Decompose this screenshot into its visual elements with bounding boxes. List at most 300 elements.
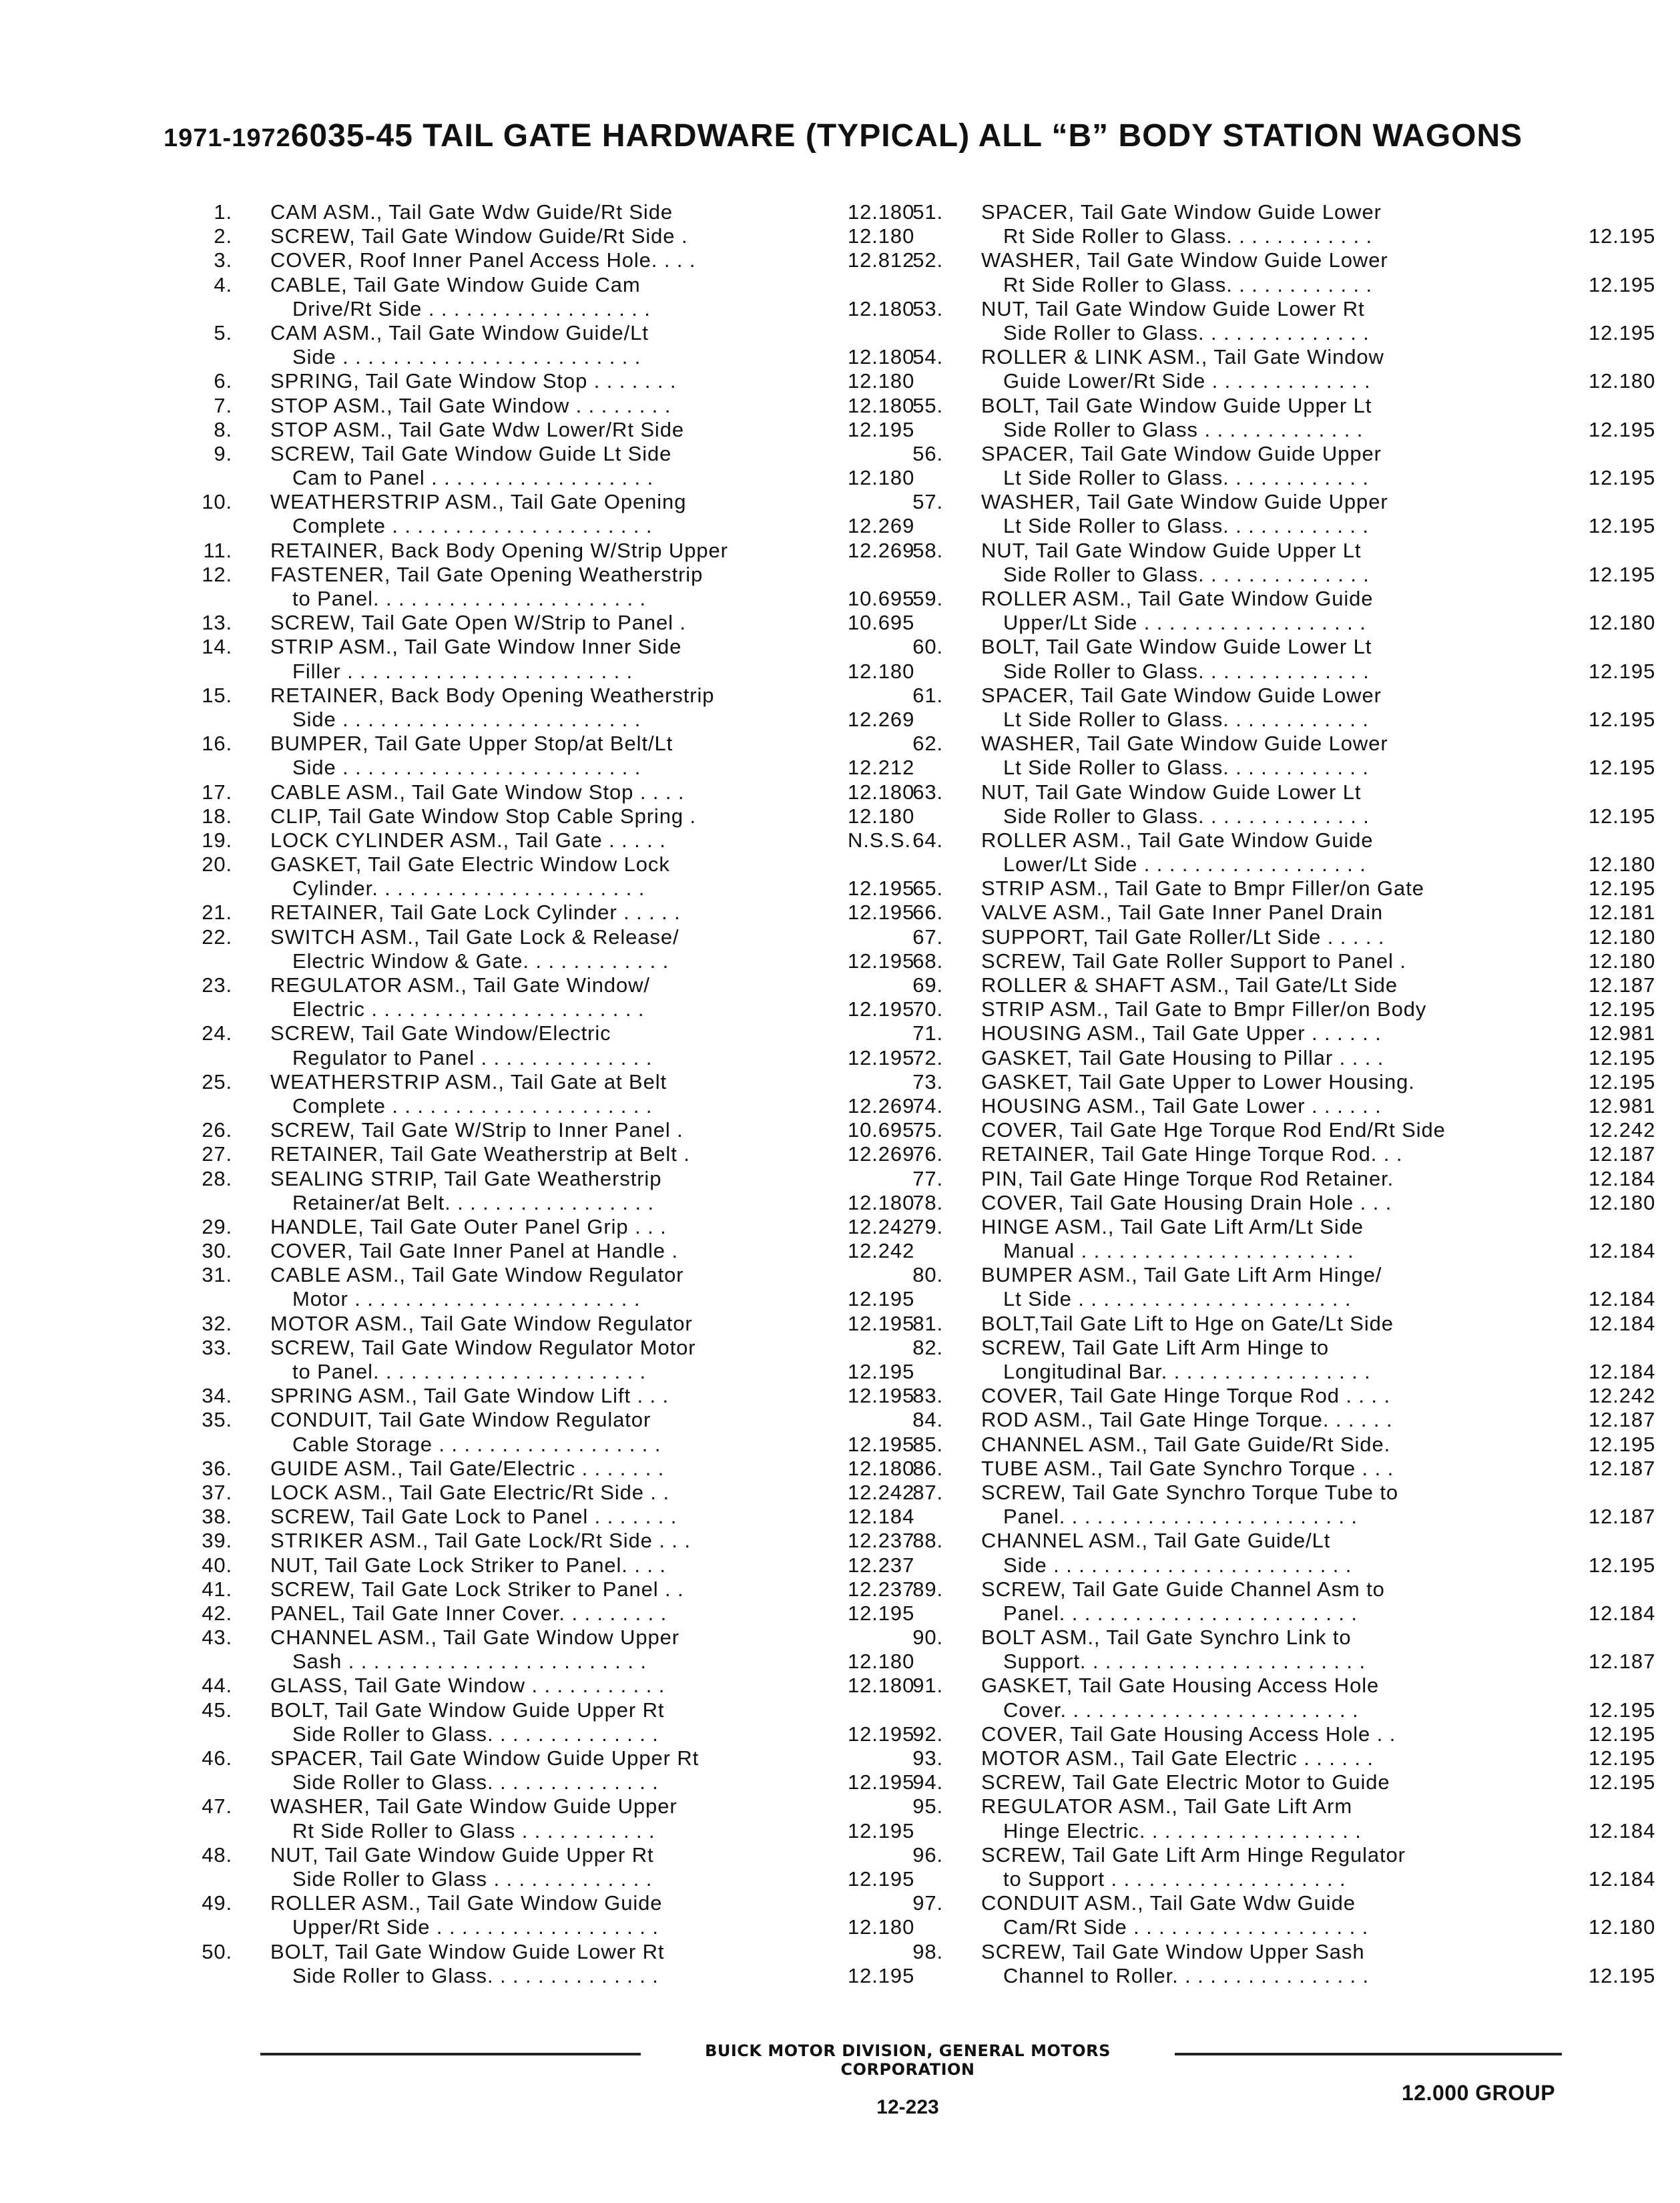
group-number: 12.195: [848, 1818, 915, 1843]
item-number: 2.: [214, 224, 232, 248]
group-number: 12.184: [1589, 1360, 1656, 1383]
item-number: 89.: [912, 1577, 943, 1601]
parts-list-line: [891, 1843, 1559, 1867]
parts-list-line: [891, 877, 1656, 901]
parts-list-line: [891, 804, 1656, 828]
parts-list-line: [891, 925, 1656, 949]
parts-list-line: [180, 1142, 915, 1166]
parts-list-item: [180, 1408, 915, 1456]
group-number: 12.195: [1589, 562, 1656, 586]
parts-list-line: [180, 1626, 848, 1650]
item-number: 30.: [202, 1239, 232, 1263]
item-description: REGULATOR ASM., Tail Gate Lift Arm: [981, 1794, 1353, 1818]
group-number: 12.187: [1589, 973, 1656, 997]
item-description: ROD ASM., Tail Gate Hinge Torque. . . . . .: [981, 1408, 1393, 1432]
parts-list-line: [180, 1214, 915, 1239]
item-number: 55.: [912, 393, 943, 417]
group-number: 12.195: [1589, 466, 1656, 490]
item-description: BOLT ASM., Tail Gate Synchro Link to: [981, 1626, 1352, 1650]
item-description: RETAINER, Back Body Opening W/Strip Upper: [270, 538, 728, 562]
group-number: 12.212: [848, 756, 915, 780]
parts-list-item: [180, 804, 915, 828]
item-number: 4.: [214, 272, 232, 296]
parts-list-line: [891, 587, 1559, 611]
parts-list-item: [180, 1118, 915, 1142]
group-number: 12.195: [1589, 1770, 1656, 1794]
parts-list-item: [180, 1480, 915, 1505]
group-number: 12.187: [1589, 1142, 1656, 1166]
item-description: STRIP ASM., Tail Gate to Bmpr Filler/on Body: [981, 997, 1427, 1021]
item-description: CLIP, Tail Gate Window Stop Cable Spring .: [270, 804, 697, 828]
parts-list-item: [180, 538, 915, 563]
item-number: 47.: [202, 1794, 232, 1818]
parts-list-line: [891, 248, 1559, 272]
title-text: 6035-45 TAIL GATE HARDWARE (TYPICAL) ALL “B” BODY STATION WAGONS: [290, 118, 1523, 154]
parts-list-item: [891, 949, 1656, 973]
parts-list-line: [891, 973, 1656, 997]
item-description: Side Roller to Glass. . . . . . . . . . . . . .: [292, 1770, 659, 1794]
parts-list-line: [891, 732, 1559, 756]
parts-list-item: [891, 1045, 1656, 1070]
item-description: Side Roller to Glass. . . . . . . . . . . . . .: [1003, 804, 1370, 828]
parts-list-line: [180, 1698, 848, 1722]
item-number: 64.: [912, 828, 943, 852]
item-description: BOLT,Tail Gate Lift to Hge on Gate/Lt Side: [981, 1311, 1394, 1335]
item-description: LOCK CYLINDER ASM., Tail Gate . . . . .: [270, 828, 666, 852]
group-number: 12.195: [1589, 1722, 1656, 1746]
parts-list-line: [891, 1336, 1559, 1360]
group-number: 12.180: [848, 393, 915, 417]
parts-list-line: [891, 1891, 1559, 1915]
parts-list-item: [180, 200, 915, 224]
parts-list-line: [180, 514, 915, 538]
parts-list-line: [180, 1674, 915, 1698]
item-description: GASKET, Tail Gate Housing Access Hole: [981, 1674, 1380, 1698]
item-description: STRIP ASM., Tail Gate Window Inner Side: [270, 635, 682, 659]
parts-list-line: [891, 320, 1656, 345]
item-description: WEATHERSTRIP ASM., Tail Gate Opening: [270, 490, 687, 514]
item-number: 86.: [912, 1456, 943, 1480]
parts-list-item: [891, 828, 1656, 877]
item-description: Side . . . . . . . . . . . . . . . . . . . . . . . .: [292, 345, 641, 369]
parts-list-item: [891, 1939, 1656, 1988]
parts-list-line: [180, 563, 848, 587]
item-number: 56.: [912, 441, 943, 465]
parts-list-line: [891, 272, 1656, 297]
parts-list-line: [180, 442, 848, 466]
item-description: GUIDE ASM., Tail Gate/Electric . . . . . . .: [270, 1456, 665, 1480]
parts-list-line: [180, 659, 915, 684]
item-description: SPACER, Tail Gate Window Guide Lower: [981, 683, 1382, 707]
item-number: 20.: [202, 852, 232, 877]
parts-list-line: [180, 490, 848, 514]
parts-list-line: [891, 539, 1559, 563]
item-number: 43.: [202, 1626, 232, 1650]
item-number: 39.: [202, 1529, 232, 1553]
item-description: WASHER, Tail Gate Window Guide Upper: [270, 1794, 677, 1818]
item-description: Complete . . . . . . . . . . . . . . . . . . . . .: [292, 514, 653, 538]
parts-list-item: [180, 417, 915, 442]
item-description: SWITCH ASM., Tail Gate Lock & Release/: [270, 925, 679, 949]
parts-list-item: [891, 1093, 1656, 1118]
group-number: 12.195: [848, 901, 915, 925]
parts-list-item: [180, 635, 915, 683]
item-number: 83.: [912, 1384, 943, 1408]
item-number: 40.: [202, 1553, 232, 1577]
item-description: SCREW, Tail Gate W/Strip to Inner Panel .: [270, 1118, 683, 1142]
parts-list-line: [891, 490, 1559, 514]
parts-list-line: [891, 659, 1656, 684]
item-number: 5.: [214, 320, 232, 344]
item-description: SCREW, Tail Gate Window Upper Sash: [981, 1939, 1365, 1963]
item-description: COVER, Tail Gate Hinge Torque Rod . . . .: [981, 1384, 1390, 1408]
parts-list-line: [180, 1070, 848, 1094]
item-number: 76.: [912, 1142, 943, 1166]
item-description: to Panel. . . . . . . . . . . . . . . . . . . . . .: [292, 587, 647, 610]
item-description: HINGE ASM., Tail Gate Lift Arm/Lt Side: [981, 1214, 1364, 1238]
parts-list-line: [180, 756, 915, 780]
group-number: 12.812: [848, 248, 915, 272]
item-number: 23.: [202, 973, 232, 997]
parts-list-line: [891, 1698, 1656, 1722]
group-number: 12.195: [848, 1432, 915, 1456]
parts-list-line: [180, 780, 915, 804]
parts-list-item: [180, 248, 915, 272]
parts-list-line: [891, 949, 1656, 973]
item-number: 15.: [202, 683, 232, 707]
item-number: 34.: [202, 1384, 232, 1408]
item-number: 38.: [202, 1505, 232, 1529]
parts-list-item: [180, 1794, 915, 1843]
item-description: CONDUIT ASM., Tail Gate Wdw Guide: [981, 1891, 1356, 1915]
item-number: 80.: [912, 1263, 943, 1287]
group-number: 12.242: [848, 1480, 915, 1504]
item-number: 41.: [202, 1577, 232, 1601]
parts-list-line: [180, 1190, 915, 1215]
item-description: RETAINER, Tail Gate Weatherstrip at Belt .: [270, 1142, 690, 1166]
item-description: Longitudinal Bar. . . . . . . . . . . . . . . . .: [1003, 1360, 1371, 1383]
parts-list-line: [891, 1794, 1559, 1818]
parts-list-line: [180, 393, 915, 418]
item-description: Guide Lower/Rt Side . . . . . . . . . . . . .: [1003, 369, 1371, 393]
item-description: COVER, Roof Inner Panel Access Hole. . . .: [270, 248, 696, 272]
item-description: CHANNEL ASM., Tail Gate Guide/Lt: [981, 1529, 1331, 1553]
group-number: 12.195: [1589, 756, 1656, 780]
parts-list-line: [891, 684, 1559, 708]
group-number: 12.269: [848, 514, 915, 538]
group-number: 12.242: [1589, 1118, 1656, 1142]
parts-list-line: [180, 1722, 915, 1746]
item-description: WEATHERSTRIP ASM., Tail Gate at Belt: [270, 1069, 667, 1093]
parts-list-line: [180, 997, 915, 1021]
parts-list-line: [180, 587, 915, 611]
parts-list-line: [180, 538, 915, 563]
parts-list-item: [180, 1214, 915, 1239]
item-description: ROLLER & LINK ASM., Tail Gate Window: [981, 345, 1384, 369]
parts-list-line: [180, 224, 915, 248]
item-description: Side . . . . . . . . . . . . . . . . . . . . . . . .: [292, 707, 641, 731]
parts-list-line: [891, 369, 1656, 393]
parts-list-line: [180, 1432, 915, 1457]
item-description: CABLE, Tail Gate Window Guide Cam: [270, 272, 641, 296]
item-number: 97.: [912, 1891, 943, 1915]
parts-list-line: [180, 1167, 848, 1191]
group-number: 12.180: [1589, 852, 1656, 877]
item-number: 68.: [912, 949, 943, 973]
parts-list-item: [891, 1674, 1656, 1722]
parts-list-item: [180, 925, 915, 973]
item-number: 6.: [214, 369, 232, 393]
item-number: 72.: [912, 1045, 943, 1069]
parts-list-line: [180, 345, 915, 369]
parts-list-line: [180, 1239, 915, 1263]
parts-list-item: [180, 369, 915, 393]
item-number: 28.: [202, 1166, 232, 1190]
parts-list-line: [891, 1142, 1656, 1166]
item-number: 25.: [202, 1069, 232, 1093]
parts-list-item: [891, 1384, 1656, 1408]
item-description: BOLT, Tail Gate Window Guide Lower Lt: [981, 635, 1372, 659]
group-number: 12.195: [848, 1867, 915, 1891]
item-number: 18.: [202, 804, 232, 828]
parts-list-line: [891, 1021, 1656, 1045]
group-number: 12.195: [1589, 877, 1656, 901]
parts-list-line: [180, 248, 915, 272]
group-number: 12.187: [1589, 1408, 1656, 1432]
parts-list-line: [180, 1311, 915, 1336]
parts-list-line: [180, 804, 915, 828]
item-description: Filler . . . . . . . . . . . . . . . . . . . . . . .: [292, 659, 633, 683]
item-number: 1.: [214, 200, 232, 224]
parts-list-item: [180, 1263, 915, 1311]
item-description: SPRING ASM., Tail Gate Window Lift . . .: [270, 1384, 669, 1408]
group-number: 12.195: [1589, 997, 1656, 1021]
item-description: PIN, Tail Gate Hinge Torque Rod Retainer.: [981, 1166, 1394, 1190]
group-number: 12.181: [1589, 901, 1656, 925]
item-description: Upper/Lt Side . . . . . . . . . . . . . . . . . .: [1003, 611, 1366, 635]
group-number: 12.180: [848, 369, 915, 393]
group-number: 12.195: [1589, 707, 1656, 731]
item-description: SCREW, Tail Gate Guide Channel Asm to: [981, 1577, 1385, 1601]
item-description: GASKET, Tail Gate Electric Window Lock: [270, 852, 670, 877]
parts-list-line: [180, 611, 915, 635]
parts-list-item: [891, 200, 1656, 248]
item-description: TUBE ASM., Tail Gate Synchro Torque . . .: [981, 1456, 1394, 1480]
item-number: 10.: [202, 490, 232, 514]
parts-list-item: [180, 1577, 915, 1602]
item-description: Side Roller to Glass . . . . . . . . . . . . .: [292, 1867, 653, 1891]
item-number: 17.: [202, 780, 232, 804]
item-description: GASKET, Tail Gate Upper to Lower Housing.: [981, 1069, 1415, 1093]
item-description: CHANNEL ASM., Tail Gate Guide/Rt Side.: [981, 1432, 1391, 1456]
item-number: 88.: [912, 1529, 943, 1553]
parts-list-item: [891, 683, 1656, 732]
item-description: SPACER, Tail Gate Window Guide Upper Rt: [270, 1746, 699, 1770]
parts-list-item: [180, 1335, 915, 1384]
group-number: 12.180: [848, 296, 915, 320]
group-number: 12.269: [848, 1093, 915, 1118]
group-number: 12.180: [848, 1650, 915, 1674]
parts-list-item: [891, 1263, 1656, 1311]
parts-list-line: [891, 1384, 1656, 1408]
parts-list-item: [891, 587, 1656, 635]
parts-list-item: [891, 345, 1656, 393]
item-description: Upper/Rt Side . . . . . . . . . . . . . . . . . .: [292, 1915, 659, 1939]
parts-list-line: [891, 1577, 1559, 1602]
parts-list-line: [180, 1336, 848, 1360]
parts-list-line: [891, 1287, 1656, 1311]
item-description: SCREW, Tail Gate Open W/Strip to Panel .: [270, 611, 686, 635]
item-description: GASKET, Tail Gate Housing to Pillar . . . .: [981, 1045, 1384, 1069]
group-number: 12.195: [1589, 1746, 1656, 1770]
parts-list-line: [891, 997, 1656, 1021]
group-number: 12.195: [848, 1722, 915, 1746]
footer-rule-right: [1175, 2053, 1562, 2055]
parts-list-item: [891, 635, 1656, 683]
group-number: 12.184: [848, 1505, 915, 1529]
item-description: SCREW, Tail Gate Lift Arm Hinge Regulator: [981, 1843, 1406, 1867]
parts-list-item: [180, 1601, 915, 1626]
item-number: 73.: [912, 1069, 943, 1093]
item-number: 71.: [912, 1021, 943, 1045]
parts-list-line: [891, 1360, 1656, 1384]
item-number: 14.: [202, 635, 232, 659]
parts-list-line: [180, 1529, 915, 1553]
item-number: 46.: [202, 1746, 232, 1770]
item-description: Cam to Panel . . . . . . . . . . . . . . . . . .: [292, 466, 654, 490]
item-number: 65.: [912, 877, 943, 901]
item-description: Side Roller to Glass. . . . . . . . . . . . . .: [1003, 659, 1370, 683]
group-number: 12.180: [848, 1915, 915, 1939]
parts-list-line: [891, 417, 1656, 442]
group-number: 12.195: [1589, 659, 1656, 683]
parts-list-item: [891, 1214, 1656, 1263]
group-number: 12.195: [848, 1045, 915, 1069]
item-number: 53.: [912, 296, 943, 320]
item-number: 77.: [912, 1166, 943, 1190]
item-number: 11.: [203, 538, 232, 562]
parts-list-item: [891, 1432, 1656, 1457]
parts-list-item: [891, 1480, 1656, 1529]
group-number: 12.981: [1589, 1021, 1656, 1045]
item-number: 87.: [912, 1480, 943, 1504]
item-number: 58.: [912, 538, 943, 562]
parts-list-item: [891, 1529, 1656, 1577]
footer-rule-left: [260, 2053, 641, 2055]
parts-list-item: [891, 490, 1656, 538]
item-number: 66.: [912, 901, 943, 925]
parts-list-item: [180, 901, 915, 925]
parts-list-line: [180, 1940, 848, 1964]
parts-list-item: [180, 1142, 915, 1166]
parts-list-item: [891, 1722, 1656, 1746]
group-number: 12.237: [848, 1577, 915, 1601]
parts-list-line: [891, 1215, 1559, 1239]
parts-list-line: [180, 1915, 915, 1939]
parts-list-line: [891, 1069, 1656, 1094]
parts-list-item: [180, 1674, 915, 1698]
parts-list-line: [891, 1626, 1559, 1650]
item-description: COVER, Tail Gate Housing Drain Hole . . .: [981, 1190, 1392, 1214]
group-number: 12.195: [848, 1601, 915, 1625]
item-description: BUMPER ASM., Tail Gate Lift Arm Hinge/: [981, 1263, 1382, 1287]
item-description: Panel. . . . . . . . . . . . . . . . . . . . . . . .: [1003, 1505, 1358, 1529]
group-number: 12.195: [1589, 1963, 1656, 1987]
item-description: CABLE ASM., Tail Gate Window Regulator: [270, 1263, 684, 1287]
item-description: Lt Side Roller to Glass. . . . . . . . . . . .: [1003, 707, 1369, 731]
group-number: 12.180: [848, 200, 915, 224]
item-description: SPACER, Tail Gate Window Guide Upper: [981, 441, 1382, 465]
group-number: 12.195: [1589, 224, 1656, 248]
item-description: BOLT, Tail Gate Window Guide Upper Lt: [981, 393, 1372, 417]
item-number: 85.: [912, 1432, 943, 1456]
parts-list-item: [180, 1311, 915, 1336]
parts-list-line: [180, 901, 915, 925]
parts-list-line: [891, 611, 1656, 635]
parts-list-item: [180, 683, 915, 732]
parts-list-line: [891, 852, 1656, 877]
parts-list-item: [180, 393, 915, 418]
item-number: 70.: [912, 997, 943, 1021]
item-number: 51.: [912, 200, 943, 224]
group-number: 12.195: [848, 1311, 915, 1335]
group-number: 10.695: [848, 1118, 915, 1142]
item-number: 32.: [202, 1311, 232, 1335]
group-number: 12.187: [1589, 1505, 1656, 1529]
group-number: 12.180: [1589, 925, 1656, 949]
group-number: 12.195: [848, 1360, 915, 1383]
parts-list-item: [180, 490, 915, 538]
parts-list-item: [180, 973, 915, 1021]
parts-list-item: [180, 1843, 915, 1891]
parts-list-line: [180, 1263, 848, 1287]
item-description: SCREW, Tail Gate Window Guide/Rt Side .: [270, 224, 688, 248]
parts-list-item: [891, 1408, 1656, 1432]
item-description: MOTOR ASM., Tail Gate Electric . . . . . .: [981, 1746, 1374, 1770]
group-number: 12.195: [848, 1963, 915, 1987]
parts-list-line: [891, 1505, 1656, 1529]
group-number: 12.180: [848, 1456, 915, 1480]
parts-list-line: [180, 1021, 848, 1045]
parts-list-line: [891, 442, 1559, 466]
item-number: 45.: [202, 1698, 232, 1722]
parts-list-line: [180, 949, 915, 973]
parts-list-line: [891, 1481, 1559, 1505]
item-description: Lt Side Roller to Glass. . . . . . . . . . . .: [1003, 514, 1369, 538]
group-number: 12.180: [1589, 369, 1656, 393]
item-description: Lower/Lt Side . . . . . . . . . . . . . . . . . .: [1003, 852, 1366, 877]
parts-list-line: [891, 1818, 1656, 1843]
item-description: to Panel. . . . . . . . . . . . . . . . . . . . . .: [292, 1360, 647, 1383]
parts-list-line: [891, 756, 1656, 780]
item-description: GLASS, Tail Gate Window . . . . . . . . . . .: [270, 1674, 665, 1698]
item-description: FASTENER, Tail Gate Opening Weatherstrip: [270, 562, 704, 586]
item-description: CAM ASM., Tail Gate Window Guide/Lt: [270, 320, 649, 344]
item-description: SCREW, Tail Gate Window/Electric: [270, 1021, 611, 1045]
parts-list-item: [180, 828, 911, 852]
item-description: Motor . . . . . . . . . . . . . . . . . . . . . . .: [292, 1287, 641, 1311]
item-description: WASHER, Tail Gate Window Guide Lower: [981, 248, 1388, 272]
item-description: RETAINER, Tail Gate Lock Cylinder . . . . .: [270, 901, 681, 925]
parts-list-line: [180, 296, 915, 321]
item-description: HOUSING ASM., Tail Gate Lower . . . . . .: [981, 1093, 1382, 1118]
parts-list-item: [891, 1746, 1656, 1770]
item-number: 36.: [202, 1456, 232, 1480]
parts-list-line: [180, 417, 915, 442]
parts-list-item: [891, 780, 1656, 828]
parts-list-line: [180, 1045, 915, 1070]
group-number: 12.195: [848, 1287, 915, 1311]
